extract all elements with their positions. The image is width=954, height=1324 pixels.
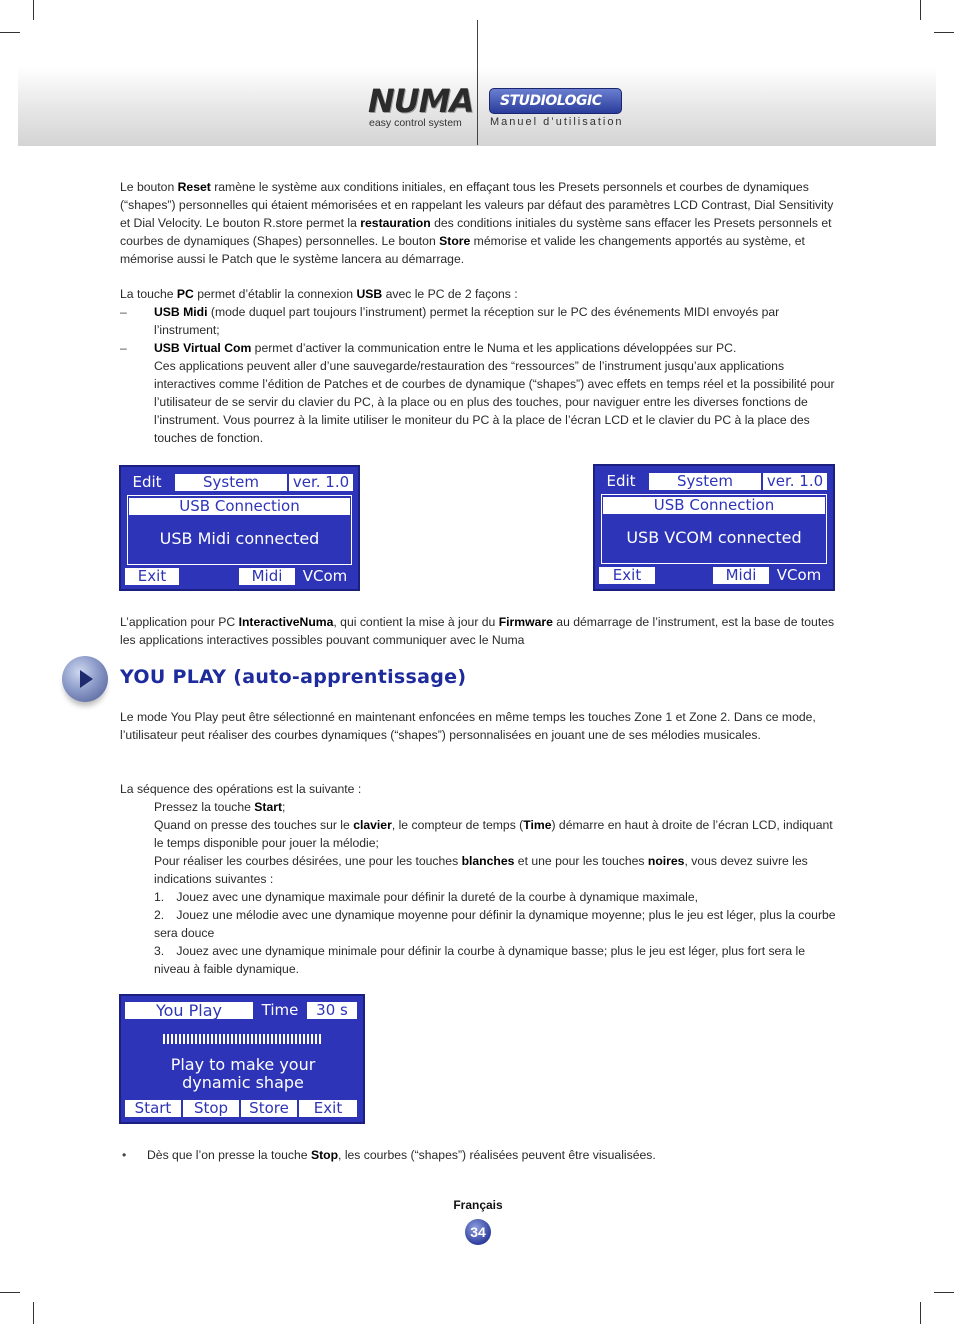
play-icon [62,656,108,702]
bold-term: Time [523,818,552,832]
text-run: et une pour les touches [514,854,648,868]
lcd-start: Start [125,1100,181,1117]
text-run: , vous devez suivre les indications suivantes : [154,854,808,886]
bold-term: Stop [310,1148,339,1162]
dash-bullet: – [120,341,127,355]
item-usb-vcom-detail: Ces applications peuvent aller d’une sauvegarde/restauration des “ressources” de l’instrument jusqu’aux applications interactives comme l’édition de Patches et de courbes de dynamique (“shapes”) avec effets en temps réel et la possibilité pour l’utilisateur de se servir du clavier du PC, à la place ou en plus des touches, pour naviguer entre les diverses fonctions de l’instrument. Vous pourrez à la limite utiliser le moniteur du PC à la place de l’écran LCD et le clavier du PC à la place des touches de fonction. [154,359,835,445]
lcd-usb-vcom [593,464,835,591]
manual-label: Manuel d’utilisation [490,116,624,128]
lcd-status: USB Midi connected [159,529,320,548]
lcd-version: ver. 1.0 [763,473,827,490]
text-run: au démarrage de l’instrument, est la base de toutes les applications interactives possibles pouvant communiquer avec le Numa [120,615,835,647]
text-run: permet d’établir la connexion [193,287,357,301]
text-run: mémorise et valide les changements apportés au système, et mémorise aussi le Patch que le système lancera au démarrage. [120,234,805,266]
step-2: 2. Jouez une mélodie avec une dynamique moyenne pour définir la dynamique moyenne; plus le jeu est léger, plus la courbe sera douce [154,908,836,940]
step-3: 3. Jouez avec une dynamique minimale pour définir la courbe à dynamique basse; plus le jeu est léger, plus fort sera le niveau à faible dynamique. [154,944,806,976]
page-number: 34 [465,1219,491,1245]
lcd-time-label: Time [261,1001,299,1019]
step-courbes [154,852,844,888]
paragraph-pc [120,285,844,303]
text-run: avec le PC de 2 façons : [382,287,518,301]
text-run: permet d’activer la communication entre le Numa et les applications développées sur PC. [251,341,737,355]
paragraph-sequence: La séquence des opérations est la suivante : [120,782,362,796]
bold-term: clavier [353,818,392,832]
studiologic-logo: STUDIOLOGIC [489,88,622,114]
item-usb-vcom [154,339,844,357]
lcd-you-play-title: You Play [125,1002,253,1019]
lcd-status: USB VCOM connected [626,528,802,547]
header-divider [477,20,478,145]
lcd-exit: Exit [299,1100,357,1117]
numa-tagline: easy control system [369,117,462,129]
dash-bullet: – [120,305,127,319]
paragraph-interactive-numa [120,613,844,649]
lcd-message-line1: Play to make your [170,1055,316,1074]
bold-term: Reset [177,180,211,194]
step-start [154,798,844,816]
bold-term: InteractiveNuma [238,615,334,629]
text-run: des conditions initiales du système sans effacer les Presets personnels et courbes de dynamiques (Shapes) personnelles. Le bouton [120,216,832,248]
crop-mark [934,32,954,33]
lcd-time-value: 30 s [307,1002,357,1019]
crop-mark [33,0,34,20]
lcd-edit: Edit [606,472,636,490]
crop-mark [0,1292,20,1293]
text-run: Le bouton [120,180,178,194]
item-usb-midi [154,303,844,339]
lcd-stop: Stop [183,1100,239,1117]
text-run: Quand on presse des touches sur le [154,818,354,832]
bullet-dot: • [122,1148,127,1162]
lcd-edit: Edit [132,473,162,491]
bold-term: restauration [360,216,431,230]
numa-logo: NUMA [368,82,474,120]
bold-term: noires [647,854,685,868]
text-run: , les courbes (“shapes”) réalisées peuvent être visualisées. [338,1148,656,1162]
lcd-exit: Exit [599,567,655,584]
bold-term: Start [254,800,283,814]
text-run: Dès que l’on presse la touche [147,1148,311,1162]
lcd-message-line2: dynamic shape [182,1073,304,1092]
footer-language: Français [453,1198,503,1212]
crop-mark [934,1292,954,1293]
text-run: , le compteur de temps ( [391,818,524,832]
text-run: ) démarre en haut à droite de l’écran LCD, indiquant le temps disponible pour jouer la mélodie; [154,818,833,850]
bold-term: USB [356,287,383,301]
text-run: ; [282,800,286,814]
lcd-midi: Midi [713,567,769,584]
text-run: ramène le système aux conditions initiales, en effaçant tous les Presets personnels et courbes de dynamiques (“shapes”) personnelles qui étaient mémorisées et en rappelant les valeurs par défaut des paramètres LCD Contrast, Dial Sensitivity et Dial Velocity. Le bouton R.store permet la [120,180,834,230]
step-1: 1. Jouez avec une dynamique maximale pour définir la dureté de la courbe à dynamique maximale, [154,890,698,904]
keyboard-icon [163,1034,323,1044]
text-run: L’application pour PC [120,615,239,629]
lcd-title: USB Connection [603,497,825,514]
crop-mark [0,32,20,33]
lcd-system-tab: System [649,473,761,490]
lcd-vcom: VCom [776,566,822,584]
lcd-usb-midi [119,465,360,591]
lcd-you-play [119,994,365,1124]
paragraph-reset [120,178,844,268]
crop-mark [920,0,921,20]
paragraph-you-play: Le mode You Play peut être sélectionné en maintenant enfoncées en même temps les touches Zone 1 et Zone 2. Dans ce mode, l’utilisateur peut réaliser des courbes dynamiques (“shapes”) personnalisées en jouant une de ses mélodies musicales. [120,710,816,742]
crop-mark [920,1302,921,1324]
lcd-title: USB Connection [129,498,350,515]
bold-term: Firmware [498,615,553,629]
text-run: , qui contient la mise à jour du [333,615,499,629]
bold-term: Store [439,234,471,248]
bold-term: blanches [461,854,515,868]
step-clavier [154,816,844,852]
text-run: (mode duquel part toujours l’instrument) permet la réception sur le PC des événements MIDI envoyés par l’instrument; [154,305,780,337]
bold-term: USB Midi [154,305,208,319]
section-title-you-play: YOU PLAY (auto-apprentissage) [120,666,467,688]
bold-term: PC [176,287,194,301]
lcd-midi: Midi [239,568,295,585]
text-run: Pressez la touche [154,800,255,814]
lcd-store: Store [241,1100,297,1117]
bullet-stop [147,1146,847,1164]
lcd-version: ver. 1.0 [289,474,353,491]
lcd-system-tab: System [175,474,287,491]
bold-term: USB Virtual Com [154,341,252,355]
text-run: La touche [120,287,177,301]
lcd-vcom: VCom [302,567,348,585]
text-run: Pour réaliser les courbes désirées, une pour les touches [154,854,462,868]
crop-mark [33,1302,34,1324]
lcd-exit: Exit [125,568,179,585]
